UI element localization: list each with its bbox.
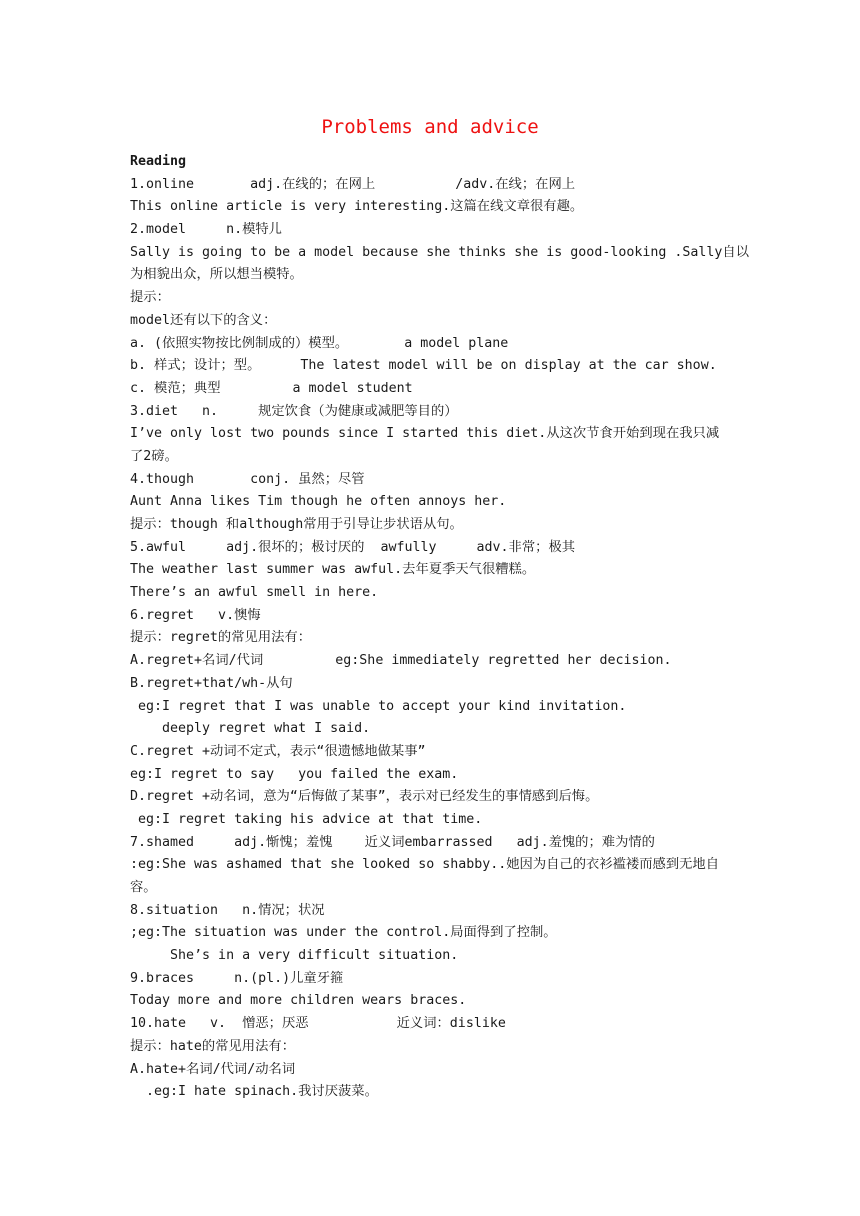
text-line: Aunt Anna likes Tim though he often annoys her. (130, 494, 507, 510)
text-line: A.regret+名词/代词 eg:She immediately regretted her decision. (130, 653, 672, 669)
text-line: eg:I regret taking his advice at that time. (130, 811, 483, 827)
text-line: I’ve only lost two pounds since I started this diet.从这次节食开始到现在我只减 (130, 426, 720, 442)
text-line: 提示：regret的常见用法有： (130, 630, 312, 646)
text-line: 为相貌出众，所以想当模特。 (130, 267, 303, 283)
text-line: a. (依照实物按比例制成的）模型。 a model plane (130, 335, 509, 351)
text-line: 提示： (130, 290, 170, 306)
text-line: C.regret +动词不定式，表示“很遗憾地做某事” (130, 743, 426, 759)
text-line: There’s an awful smell in here. (130, 585, 379, 601)
text-line: A.hate+名词/代词/动名词 (130, 1061, 296, 1077)
text-line: deeply regret what I said. (130, 721, 371, 737)
text-line: 提示：hate的常见用法有： (130, 1038, 295, 1054)
text-line: c. 模范；典型 a model student (130, 380, 413, 396)
text-line: 7.shamed adj.惭愧；羞愧 近义词embarrassed adj.羞愧的；难为情的 (130, 834, 655, 850)
text-line: Sally is going to be a model because she thinks she is good-looking .Sally自以 (130, 244, 749, 260)
text-line: The weather last summer was awful.去年夏季天气很糟糕。 (130, 562, 536, 578)
text-line: 容。 (130, 880, 157, 895)
text-line: This online article is very interesting.这篇在线文章很有趣。 (130, 199, 584, 215)
text-line: eg:I regret that I was unable to accept your kind invitation. (130, 698, 627, 714)
text-line: 了2磅。 (130, 448, 178, 464)
text-line: 8.situation n.情况；状况 (130, 902, 325, 918)
document-body (130, 151, 749, 1104)
page-title: Problems and advice (321, 116, 539, 138)
section-heading: Reading (130, 154, 187, 169)
text-line: 2.model n.模特儿 (130, 222, 282, 238)
text-line: Today more and more children wears braces. (130, 993, 467, 1009)
text-line: 提示：though 和although常用于引导让步状语从句。 (130, 517, 463, 532)
text-line: 5.awful adj.很坏的；极讨厌的 awfully adv.非常；极其 (130, 539, 576, 555)
text-line: 4.though conj. 虽然；尽管 (130, 471, 365, 487)
text-line: .eg:I hate spinach.我讨厌菠菜。 (130, 1084, 378, 1100)
text-line: She’s in a very difficult situation. (130, 948, 459, 964)
text-line: B.regret+that/wh-从句 (130, 675, 293, 691)
text-line: 1.online adj.在线的；在网上 /adv.在线；在网上 (130, 176, 576, 192)
text-line: model还有以下的含义： (130, 312, 277, 328)
text-line: D.regret +动名词，意为“后悔做了某事”，表示对已经发生的事情感到后悔。 (130, 789, 599, 805)
text-line: 9.braces n.(pl.)儿童牙箍 (130, 970, 344, 986)
text-line: eg:I regret to say you failed the exam. (130, 766, 459, 782)
text-line: b. 样式；设计；型。 The latest model will be on display at the car show. (130, 358, 717, 374)
text-line: 6.regret v.懊悔 (130, 607, 261, 623)
text-line: 3.diet n. 规定饮食（为健康或减肥等目的） (130, 403, 458, 419)
text-line: 10.hate v. 憎恶；厌恶 近义词：dislike (130, 1016, 506, 1032)
text-line: ;eg:The situation was under the control.局面得到了控制。 (130, 925, 557, 941)
text-line: :eg:She was ashamed that she looked so shabby..她因为自己的衣衫褴褛而感到无地自 (130, 857, 720, 873)
